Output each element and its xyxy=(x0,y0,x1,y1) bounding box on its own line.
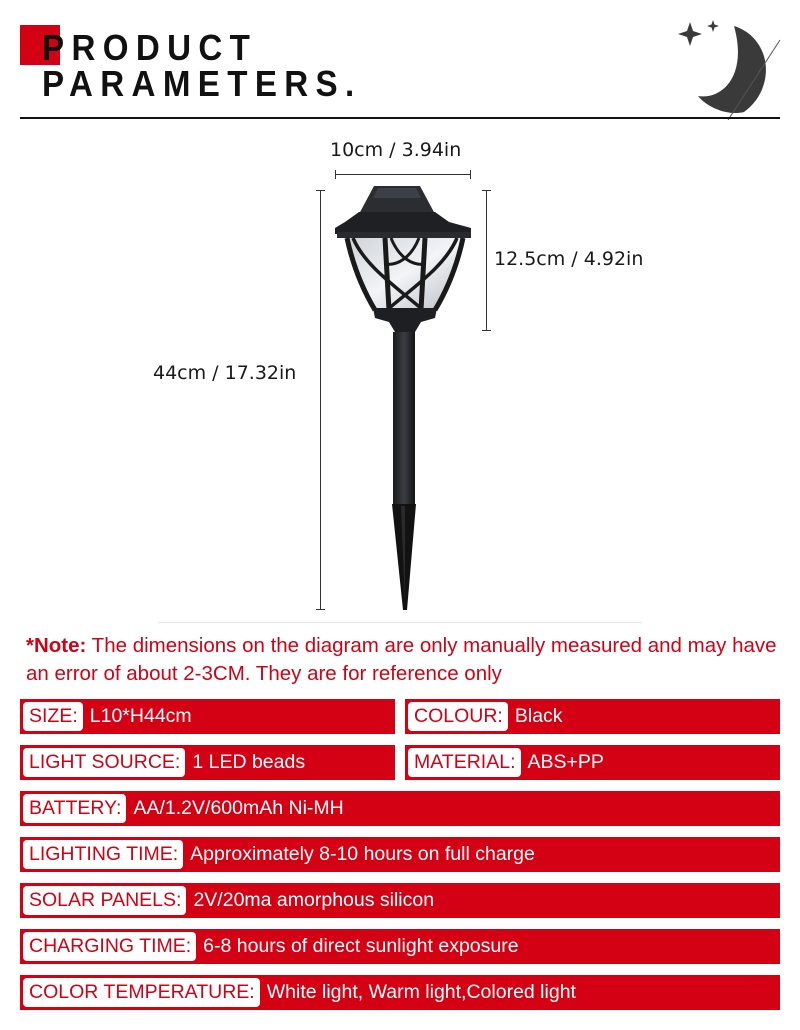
diagram-baseline xyxy=(158,622,642,623)
head-height-dimension-line xyxy=(486,190,487,330)
spec-label: MATERIAL: xyxy=(408,748,521,777)
spec-label: SOLAR PANELS: xyxy=(23,886,186,915)
spec-row-material xyxy=(405,745,780,780)
head-height-dimension-label: 12.5cm / 4.92in xyxy=(494,248,644,270)
width-dimension-line xyxy=(335,174,471,175)
page-title xyxy=(42,27,362,104)
page-title-line1: PRODUCT xyxy=(42,27,258,68)
width-dimension-tick-left xyxy=(335,170,336,179)
spec-value: Approximately 8-10 hours on full charge xyxy=(190,843,535,865)
spec-row-color-temperature xyxy=(20,975,780,1010)
spec-label: COLOUR: xyxy=(408,702,508,731)
total-height-tick-top xyxy=(316,190,325,191)
spec-row-size xyxy=(20,699,395,734)
spec-row-colour xyxy=(405,699,780,734)
spec-value: White light, Warm light,Colored light xyxy=(266,981,576,1003)
dimension-note xyxy=(26,632,786,688)
spec-value: ABS+PP xyxy=(527,751,604,773)
note-text: The dimensions on the diagram are only manually measured and may have an error of about 2-3CM. They are for reference only xyxy=(26,634,777,685)
spec-label: COLOR TEMPERATURE: xyxy=(23,978,260,1007)
spec-label: LIGHT SOURCE: xyxy=(23,748,185,777)
spec-row-battery xyxy=(20,791,780,826)
spec-value: L10*H44cm xyxy=(89,705,192,727)
total-height-dimension-label: 44cm / 17.32in xyxy=(153,362,297,384)
spec-row-charging-time xyxy=(20,929,780,964)
spec-row-solar-panels xyxy=(20,883,780,918)
solar-lamp-image xyxy=(325,186,485,616)
total-height-tick-bottom xyxy=(316,609,325,610)
spec-row-light-source xyxy=(20,745,395,780)
spec-value: AA/1.2V/600mAh Ni-MH xyxy=(133,797,344,819)
spec-label: BATTERY: xyxy=(23,794,126,823)
header-divider xyxy=(20,117,780,119)
spec-label: LIGHTING TIME: xyxy=(23,840,183,869)
spec-value: 2V/20ma amorphous silicon xyxy=(193,889,435,911)
spec-value: 1 LED beads xyxy=(192,751,306,773)
note-prefix: *Note: xyxy=(26,634,87,657)
page-title-line2: PARAMETERS. xyxy=(42,63,362,104)
spec-label: CHARGING TIME: xyxy=(23,932,196,961)
moon-and-stars-icon xyxy=(672,16,790,120)
total-height-dimension-line xyxy=(320,190,321,610)
spec-value: 6-8 hours of direct sunlight exposure xyxy=(203,935,519,957)
width-dimension-tick-right xyxy=(470,170,471,179)
width-dimension-label: 10cm / 3.94in xyxy=(330,139,462,161)
spec-row-lighting-time xyxy=(20,837,780,872)
spec-value: Black xyxy=(514,705,563,727)
spec-label: SIZE: xyxy=(23,702,83,731)
